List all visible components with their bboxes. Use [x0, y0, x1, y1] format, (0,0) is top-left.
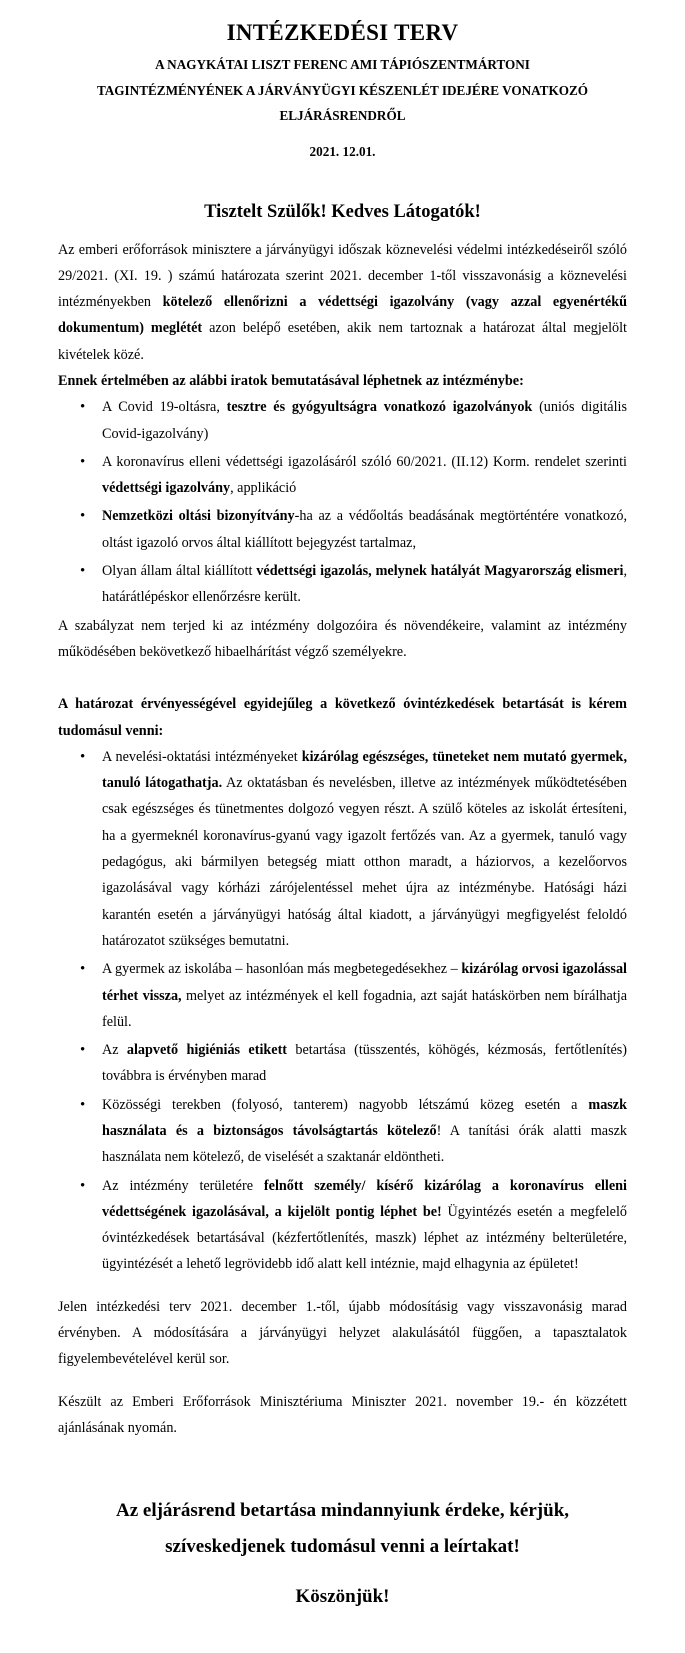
document-title: INTÉZKEDÉSI TERV	[226, 20, 459, 45]
item-text: betartása (tüsszentés, köhögés, kézmosás, fertőtlenítés) továbbra is érvényben marad	[102, 1042, 627, 1085]
list-item	[102, 449, 627, 502]
item-text: Ügyintézés esetén a megfelelő óvintézkedések betartásával (kézfertőtlenítés, maszk) léphet az intézmény belterületére, ügyintézését a lehető legrövidebb idő alatt kell intéznie, majd elhagynia az épületet!	[102, 1203, 627, 1273]
scope-paragraph: A szabályzat nem terjed ki az intézmény dolgozóira és növendékeire, valamint az intézmény működésében bekövetkező hibaelhárítást végző személyekre.	[58, 617, 627, 660]
intro-text: Az emberi erőforrások minisztere a járványügyi időszak köznevelési védelmi intézkedéseiről szóló 29/2021. (XI. 19. ) számú határozata szerint 2021. december 1-től visszavonásig a köznevelési intézményekben	[58, 241, 627, 311]
list-item	[102, 1173, 627, 1278]
list-item	[102, 744, 627, 954]
item-text: Olyan állam által kiállított	[102, 563, 257, 580]
intro-paragraph	[58, 237, 627, 368]
list-item	[102, 503, 627, 556]
subtitle-line: ELJÁRÁSRENDRŐL	[279, 108, 406, 123]
list-item	[102, 558, 627, 611]
documents-list	[58, 394, 627, 610]
item-text: A nevelési-oktatási intézményeket	[102, 748, 302, 765]
item-text: , applikáció	[230, 480, 297, 497]
greeting-heading: Tisztelt Szülők! Kedves Látogatók!	[204, 201, 481, 222]
validity-paragraph: Jelen intézkedési terv 2021. december 1.-től, újabb módosításig vagy visszavonásig marad érvényben. A módosítására a járványügyi helyzet alakulásától függően, a tapasztalatok figyelembevételével kerül sor.	[58, 1298, 627, 1368]
item-text: Közösségi terekben (folyosó, tanterem) nagyobb létszámú közeg esetén a	[102, 1096, 589, 1113]
item-bold: tesztre és gyógyultságra vonatkozó igazolványok	[226, 399, 533, 416]
list-item	[102, 1092, 627, 1171]
item-text: Az oktatásban és nevelésben, illetve az intézmények működtetésében csak egészséges és tünetmentes dolgozó vegyen részt. A szülő köteles az iskolát értesíteni, ha a gyermeknél koronavírus-gyanú vagy igazolt fertőzés van. Az a gyermek, tanuló vagy pedagógus, aki bármilyen betegség miatt otthon maradt, a háziorvos, a kezelőorvos igazolásával vagy kórházi zárójelentéssel mehet újra az intézménybe. Hatósági házi karantén esetén a járványügyi hatóság által kiadott, a járványügyi megfigyelést feloldó határozatot szükséges bemutatni.	[102, 775, 627, 949]
list-item	[102, 394, 627, 447]
item-bold: védettségi igazolás, melynek hatályát Magyarország elismeri	[256, 563, 624, 580]
item-text: Az intézmény területére	[102, 1177, 264, 1194]
item-text: (uniós digitális Covid-igazolvány)	[102, 399, 627, 442]
list-item	[102, 956, 627, 1035]
thanks-line: Köszönjük!	[295, 1586, 390, 1608]
item-text: A koronavírus elleni védettségi igazolásáról szóló 60/2021. (II.12) Korm. rendelet szerinti	[102, 453, 627, 470]
item-bold: maszk használata és a biztonságos távolságtartás kötelező	[102, 1096, 627, 1139]
document-subtitle	[58, 52, 627, 129]
source-paragraph: Készült az Emberi Erőforrások Minisztériuma Miniszter 2021. november 19.- én közzétett ajánlásának nyomán.	[58, 1393, 627, 1436]
intro-bold-text: kötelező ellenőrizni a védettségi igazolvány (vagy azzal egyenértékű dokumentum) meglétét	[58, 294, 628, 337]
item-bold: Nemzetközi oltási bizonyítvány	[102, 508, 295, 525]
item-text: A gyermek az iskolába – hasonlóan más megbetegedésekhez –	[102, 961, 462, 978]
item-text: , határátlépéskor ellenőrzésre került.	[102, 563, 627, 606]
item-bold: felnőtt személy/ kísérő kizárólag a koronavírus elleni védettségének igazolásával, a kijelölt pontig léphet be!	[102, 1177, 627, 1220]
item-bold: kizárólag orvosi igazolással térhet vissza,	[102, 961, 627, 1004]
spacer	[58, 665, 627, 691]
subtitle-line: A NAGYKÁTAI LISZT FERENC AMI TÁPIÓSZENTMÁRTONI	[155, 57, 530, 72]
precautions-list	[58, 744, 627, 1278]
precautions-lead: A határozat érvényességével egyidejűleg a következő óvintézkedések betartását is kérem tudomásul venni:	[58, 696, 627, 739]
item-text: Az	[102, 1042, 127, 1059]
item-text: ! A tanítási órák alatti maszk használata nem kötelező, de viselését a szaktanár eldöntheti.	[102, 1123, 627, 1166]
closing-line: Az eljárásrend betartása mindannyiunk érdeke, kérjük,	[115, 1500, 570, 1522]
item-text: melyet az intézmények el kell fogadnia, azt saját hatáskörben nem bírálhatja felül.	[102, 987, 627, 1030]
item-text: A Covid 19-oltásra,	[102, 399, 227, 416]
spacer	[58, 1441, 627, 1493]
list-item	[102, 1037, 627, 1090]
item-bold: védettségi igazolvány	[102, 480, 231, 497]
item-bold: alapvető higiéniás etikett	[126, 1042, 288, 1059]
subtitle-line: TAGINTÉZMÉNYÉNEK A JÁRVÁNYÜGYI KÉSZENLÉT IDEJÉRE VONATKOZÓ	[96, 82, 589, 98]
document-date: 2021. 12.01.	[309, 143, 376, 159]
intro-text-end: azon belépő esetében, akik nem tartoznak a határozat által megjelölt kivételek közé.	[58, 320, 627, 363]
closing-line: szíveskedjenek tudomásul venni a leírtakat!	[165, 1536, 520, 1558]
documents-lead: Ennek értelmében az alábbi iratok bemutatásával léphetnek az intézménybe:	[58, 372, 524, 389]
item-text: -ha az a védőoltás beadásának megtörténtére vonatkozó, oltást igazoló orvos által kiállított bejegyzést tartalmaz,	[102, 508, 628, 551]
item-bold: kizárólag egészséges, tüneteket nem mutató gyermek, tanuló látogathatja.	[102, 748, 627, 792]
